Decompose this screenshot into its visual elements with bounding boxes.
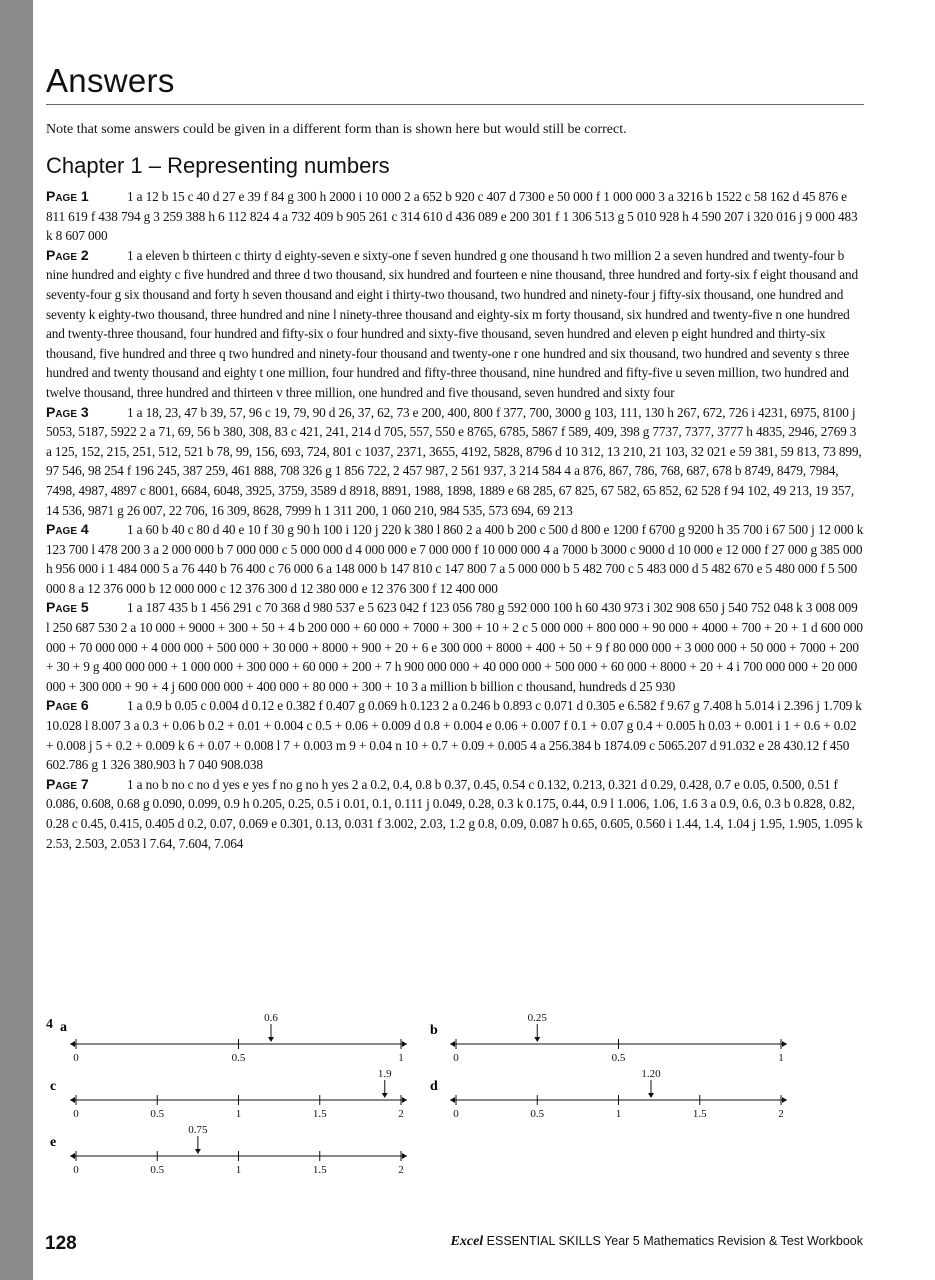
answer-text: 1 a 187 435 b 1 456 291 c 70 368 d 980 537 e 5 623 042 f 123 056 780 g 592 000 100 h 60 430 973 i 302 908 650 j 540 752 048 k 3 008 009 l 250 687 530 2 a 10 000 + 9000 + 300 + 50 + 4 b 200 000 + 60 000 + 7000 + 300 + 10 + 2 c 5 000 000 + 800 000 + 90 000 + 4000 + 700 + 20 + 1 d 600 000 000 + 70 000 000 + 4 000 000 + 500 000 + 30 000 + 8000 + 900 + 20 + 6 e 300 000 + 8000 + 400 + 50 + 9 f 80 000 000 + 3 000 000 + 50 000 + 7000 + 200 + 30 + 9 g 400 000 000 + 1 000 000 + 300 000 + 60 000 + 200 + 7 h 900 000 000 + 40 000 000 + 500 000 + 60 000 + 8000 + 20 + 4 i 700 000 000 + 20 000 000 + 300 000 + 90 + 4 j 600 000 000 + 400 000 + 80 000 + 300 + 10 3 a million b billion c thousand, hundreds d 25 930 — [46, 600, 863, 694]
answer-text: 1 a 12 b 15 c 40 d 27 e 39 f 84 g 300 h 2000 i 10 000 2 a 652 b 920 c 407 d 7300 e 50 000 f 1 000 000 3 a 3216 b 1522 c 58 162 d 45 876 e 811 619 f 438 794 g 3 259 388 h 6 112 824 4 a 732 409 b 905 261 c 314 610 d 436 089 e 200 301 f 1 306 513 g 5 010 928 h 4 590 207 i 320 016 j 9 000 483 k 8 607 000 — [46, 189, 858, 244]
number-line-part-label: a — [60, 1020, 67, 1035]
number-line-svg — [426, 1068, 806, 1123]
tick-label: 1.5 — [312, 1164, 327, 1176]
answer-text: 1 a no b no c no d yes e yes f no g no h yes 2 a 0.2, 0.4, 0.8 b 0.37, 0.45, 0.54 c 0.132, 0.213, 0.321 d 0.29, 0.428, 0.7 e 0.05, 0.500, 0.51 f 0.086, 0.608, 0.68 g 0.090, 0.099, 0.9 h 0.205, 0.25, 0.5 i 0.01, 0.1, 0.111 j 0.049, 0.28, 0.3 k 0.175, 0.44, 0.9 l 1.006, 1.06, 1.6 3 a 0.9, 0.6, 0.3 b 0.828, 0.82, 0.28 c 0.45, 0.415, 0.405 d 0.2, 0.07, 0.069 e 0.301, 0.13, 0.031 f 3.002, 2.03, 1.2 g 0.8, 0.09, 0.087 h 0.65, 0.605, 0.560 i 1.44, 1.4, 1.04 j 1.95, 1.905, 1.095 k 2.53, 2.503, 2.053 l 7.64, 7.604, 7.064 — [46, 776, 863, 851]
tick-label: 0 — [453, 1108, 459, 1120]
footer-book-title: ESSENTIAL SKILLS Year 5 Mathematics Revision & Test Workbook — [486, 1234, 863, 1248]
page-label: Page 6 — [46, 697, 89, 714]
arrowhead — [70, 1041, 75, 1047]
side-bar — [0, 0, 33, 1280]
tick-label: 0.5 — [231, 1052, 246, 1064]
tick-label: 0 — [73, 1164, 79, 1176]
tick-label: 2 — [398, 1108, 404, 1120]
tick-label: 1 — [615, 1108, 622, 1120]
tick-label: 2 — [398, 1164, 404, 1176]
tick-label: 0 — [73, 1052, 79, 1064]
chapter-heading: Chapter 1 – Representing numbers — [46, 153, 390, 178]
page-label: Page 2 — [46, 246, 89, 263]
arrowhead — [402, 1153, 407, 1159]
footer-brand: Excel — [450, 1234, 484, 1249]
number-line-part-label: d — [430, 1079, 438, 1094]
answer-text: 1 a 18, 23, 47 b 39, 57, 96 c 19, 79, 90 d 26, 37, 62, 73 e 200, 400, 800 f 377, 700, 3000 g 103, 111, 130 h 267, 672, 726 i 4231, 6975, 8100 j 5053, 5187, 5922 2 a 71, 69, 56 b 380, 308, 83 c 421, 241, 214 d 705, 557, 550 e 8765, 6785, 5867 f 589, 409, 398 g 7737, 7377, 3777 h 4835, 2946, 2769 3 a 125, 152, 215, 251, 512, 521 b 78, 99, 156, 693, 724, 801 c 1037, 2371, 3655, 4192, 5828, 8796 d 10 312, 13 210, 21 103, 32 021 e 59 381, 59 813, 73 899, 97 546, 98 254 f 196 245, 387 259, 461 888, 708 326 g 1 856 722, 2 457 987, 2 561 937, 3 214 584 4 a 876, 867, 786, 768, 687, 678 b 8749, 8479, 7984, 7498, 4987, 4897 c 8001, 6684, 6048, 3925, 3759, 3589 d 8918, 8891, 1988, 1898, 1889 e 68 285, 67 825, 67 582, 65 852, 62 528 f 94 102, 49 213, 19 357, 14 536, 9871 g 26 007, 22 706, 16 309, 8628, 7999 h 1 311 200, 1 060 210, 984 535, 573 694, 69 213 — [46, 404, 862, 518]
tick-label: 1 — [778, 1052, 784, 1064]
number-line-part-label: e — [50, 1135, 57, 1150]
note-text: Note that some answers could be given in a different form than is shown here but would still be correct. — [46, 122, 627, 137]
number-line-e — [46, 1124, 426, 1179]
title-rule — [46, 104, 864, 105]
page-3-answers — [46, 403, 864, 521]
marked-value-arrowhead — [534, 1037, 540, 1042]
tick-label: 1 — [398, 1052, 404, 1064]
page-5-answers — [46, 598, 864, 696]
number-line-d — [426, 1068, 806, 1123]
page-number: 128 — [45, 1233, 77, 1254]
page-title: Answers — [46, 62, 175, 99]
number-line-b — [426, 1012, 806, 1067]
tick-label: 1 — [235, 1108, 242, 1120]
marked-value-label: 1.9 — [377, 1068, 392, 1080]
arrowhead — [402, 1097, 407, 1103]
arrowhead — [450, 1041, 455, 1047]
marked-value-arrowhead — [268, 1037, 274, 1042]
question-4-heading: 4 — [46, 1017, 53, 1032]
tick-label: 0 — [453, 1052, 459, 1064]
number-line-a — [46, 1012, 426, 1067]
page-label: Page 3 — [46, 403, 89, 420]
number-line-part-label: b — [430, 1023, 438, 1038]
page-label: Page 5 — [46, 599, 89, 616]
answer-text: 1 a 0.9 b 0.05 c 0.004 d 0.12 e 0.382 f 0.407 g 0.069 h 0.123 2 a 0.246 b 0.893 c 0.071 d 0.305 e 6.582 f 9.67 g 7.408 h 5.014 i 2.396 j 1.709 k 10.028 l 8.007 3 a 0.3 + 0.06 b 0.2 + 0.01 + 0.004 c 0.5 + 0.06 + 0.009 d 0.8 + 0.004 e 0.06 + 0.007 f 0.1 + 0.07 g 0.4 + 0.005 h 0.03 + 0.001 i 1 + 0.6 + 0.02 + 0.008 j 5 + 0.2 + 0.009 k 6 + 0.07 + 0.008 l 7 + 0.003 m 9 + 0.04 n 10 + 0.7 + 0.09 + 0.005 4 a 256.384 b 1874.09 c 5065.207 d 91.032 e 28 430.12 f 450 602.786 g 1 326 380.903 h 7 040 908.038 — [46, 698, 862, 773]
tick-label: 0.5 — [150, 1164, 165, 1176]
arrowhead — [782, 1041, 787, 1047]
arrowhead — [402, 1041, 407, 1047]
arrowhead — [70, 1153, 75, 1159]
answer-text: 1 a eleven b thirteen c thirty d eighty-seven e sixty-one f seven hundred g one thousand h two million 2 a seven hundred and twenty-four b nine hundred and eighty c five hundred and three d two thousand, six hundred and fourteen e nine thousand, three hundred and forty-six f eight thousand and seventy-four g six thousand and forty h seven thousand and eight i thirty-two thousand, two hundred and ninety-four j fifty-six thousand, one hundred and seventy k eighty-two thousand, three hundred and nine l ninety-three thousand and eighty-six m forty thousand, six hundred and twenty-five n one hundred and twenty-three thousand, four hundred and fifty-six o four hundred and sixty-five thousand, seven hundred and eleven p eight hundred and thirty-six thousand, five hundred and three q two hundred and ninety-four thousand and twenty-one r one hundred and six thousand, two hundred and seventy s three hundred and twenty thousand and eighty t one million, four hundred and fifty-three thousand, nine hundred and fifty-five u seven million, two hundred and twelve thousand, three hundred and thirteen v three million, one hundred and five thousand, seven hundred and sixty four — [46, 247, 859, 400]
page-label: Page 4 — [46, 521, 89, 538]
marked-value-arrowhead — [195, 1149, 201, 1154]
number-line-part-label: c — [50, 1079, 57, 1094]
tick-label: 1.5 — [692, 1108, 707, 1120]
tick-label: 0.5 — [150, 1108, 165, 1120]
tick-label: 1.5 — [312, 1108, 327, 1120]
page-label: Page 7 — [46, 775, 89, 792]
tick-label: 0.5 — [530, 1108, 545, 1120]
page-7-answers — [46, 775, 864, 853]
tick-label: 1 — [235, 1164, 242, 1176]
marked-value-label: 0.75 — [188, 1124, 208, 1136]
marked-value-label: 1.20 — [641, 1068, 661, 1080]
arrowhead — [70, 1097, 75, 1103]
marked-value-arrowhead — [648, 1093, 654, 1098]
number-line-svg — [426, 1012, 806, 1067]
marked-value-arrowhead — [382, 1093, 388, 1098]
page-6-answers — [46, 696, 864, 774]
tick-label: 2 — [778, 1108, 784, 1120]
number-line-svg — [46, 1012, 426, 1067]
arrowhead — [450, 1097, 455, 1103]
number-line-svg — [46, 1124, 426, 1179]
tick-label: 0 — [73, 1108, 79, 1120]
arrowhead — [782, 1097, 787, 1103]
page-1-answers — [46, 187, 864, 246]
number-line-svg — [46, 1068, 426, 1123]
marked-value-label: 0.25 — [527, 1012, 547, 1024]
page-4-answers — [46, 520, 864, 598]
page-2-answers — [46, 246, 864, 403]
tick-label: 0.5 — [611, 1052, 626, 1064]
page-label: Page 1 — [46, 188, 89, 204]
answer-text: 1 a 60 b 40 c 80 d 40 e 10 f 30 g 90 h 100 i 120 j 220 k 380 l 860 2 a 400 b 200 c 500 d 800 e 1200 f 6700 g 9200 h 35 700 i 67 500 j 12 000 k 123 700 l 478 200 3 a 2 000 000 b 7 000 000 c 5 000 000 d 4 000 000 e 7 000 000 f 10 000 000 4 a 7000 b 3000 c 9000 d 10 000 e 12 000 f 27 000 g 385 000 h 956 000 i 1 484 000 5 a 76 440 b 76 400 c 76 000 6 a 148 000 b 147 810 c 147 800 7 a 5 000 000 b 5 482 700 c 5 483 000 d 5 482 670 e 5 480 000 f 5 500 000 8 a 12 376 000 b 12 000 000 c 12 376 300 d 12 380 000 e 12 376 300 f 12 400 000 — [46, 522, 864, 596]
number-line-c — [46, 1068, 426, 1123]
footer-title — [451, 1234, 863, 1250]
answers-list — [46, 187, 864, 853]
marked-value-label: 0.6 — [264, 1012, 278, 1024]
